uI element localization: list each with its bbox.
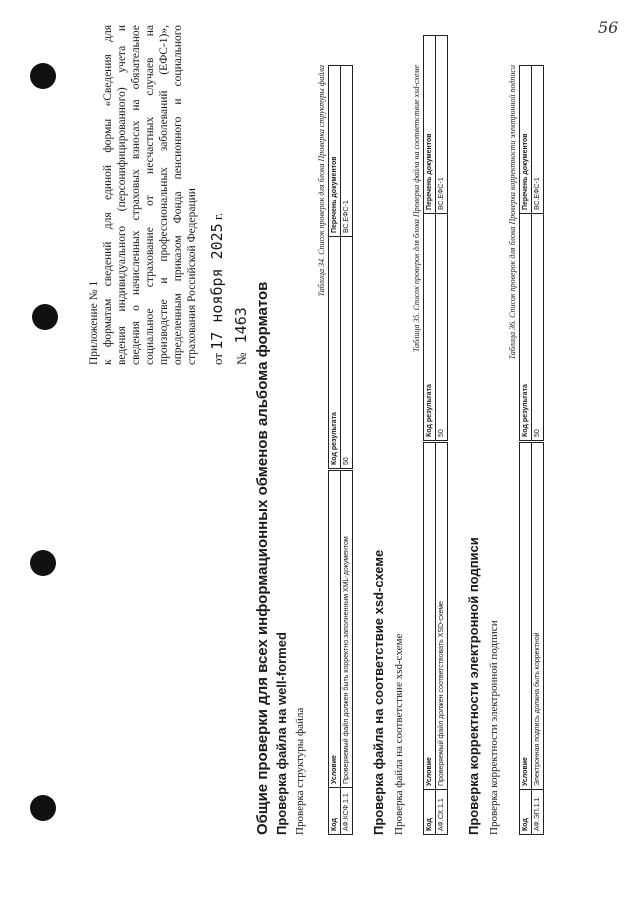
main-title: Общие проверки для всех информационных обменов альбома форматов [254,281,271,835]
cell-code: АФ.КСФ.1.1 [341,788,353,835]
header-code: Код [424,790,436,835]
table-34 [328,65,353,835]
appendix-line-1: к форматам сведений для единой формы «Сведения для [102,25,114,365]
appendix-date [208,213,226,365]
header-condition: Условие [520,442,532,790]
section-3-heading: Проверка корректности электронной подписи [466,537,481,835]
section-2-heading: Проверка файла на соответствие xsd-схеме [371,549,386,835]
header-condition: Условие [329,470,341,788]
header-result-code: Код результата [424,214,436,442]
cell-result-code: 50 [436,214,448,442]
appendix-title: Приложение № 1 [88,280,100,365]
section-1-heading: Проверка файла на well-formed [274,632,289,835]
table-34-caption: Таблица 34. Список проверок для блока Проверка структуры файла [317,65,326,297]
cell-result-code: 50 [532,214,544,442]
date-suffix: г. [210,212,225,221]
page-number: 56 [598,18,619,37]
table-35-caption: Таблица 35. Список проверок для блока Проверка файла на соответствие xsd-схеме [412,65,421,353]
header-condition: Условие [424,442,436,790]
header-documents: Перечень документов [520,66,532,214]
table-row [532,66,544,835]
cell-documents: ВС.ЕФС-1 [436,36,448,214]
table-header-row [424,36,436,835]
header-code: Код [520,790,532,835]
appendix-number [232,307,250,365]
header-code: Код [329,788,341,835]
date-value: 17 ноября 2025 [208,223,226,350]
table-row [341,66,353,835]
section-3-subheading: Проверка корректности электронной подписи [488,620,500,835]
appendix-line-5: производстве и профессиональных заболеваний (ЕФС-1)», [158,25,170,365]
table-35 [423,35,448,835]
cell-condition: Проверяемый файл должен соответствовать XSD-схеме [436,442,448,790]
cell-documents: ВС.ЕФС-1 [532,66,544,214]
cell-result-code: 50 [341,237,353,470]
header-result-code: Код результата [520,214,532,442]
cell-code: АФ.СХ.1.1 [436,790,448,835]
table-header-row [520,66,532,835]
table-row [436,36,448,835]
table-36-caption: Таблица 36. Список проверок для блока Проверка корректности электронной подписи [508,65,517,360]
header-documents: Перечень документов [329,66,341,237]
number-prefix: № [234,352,249,365]
table-36 [519,65,544,835]
appendix-line-2: ведения индивидуального (персонифицированного) учета и [116,25,128,365]
table-header-row [329,66,341,835]
header-documents: Перечень документов [424,36,436,214]
cell-condition: Электронная подпись должна быть корректной [532,442,544,790]
cell-documents: ВС.ЕФС-1 [341,66,353,237]
header-result-code: Код результата [329,237,341,470]
appendix-line-6: определенным приказом Фонда пенсионного и социального [172,25,184,365]
appendix-line-7: страхования Российской Федерации [186,188,198,365]
appendix-line-4: социальное страхование от несчастных случаев на [144,25,156,365]
cell-condition: Проверяемый файл должен быть корректно заполненным XML-документом [341,470,353,788]
date-prefix: от [210,352,225,365]
cell-code: АФ.ЭП.1.1 [532,790,544,835]
appendix-line-3: сведения о начисленных страховых взносах на обязательное [130,25,142,365]
section-1-subheading: Проверка структуры файла [294,707,306,835]
number-value: 1463 [232,307,250,344]
section-2-subheading: Проверка файла на соответствие xsd-схеме [393,633,405,835]
